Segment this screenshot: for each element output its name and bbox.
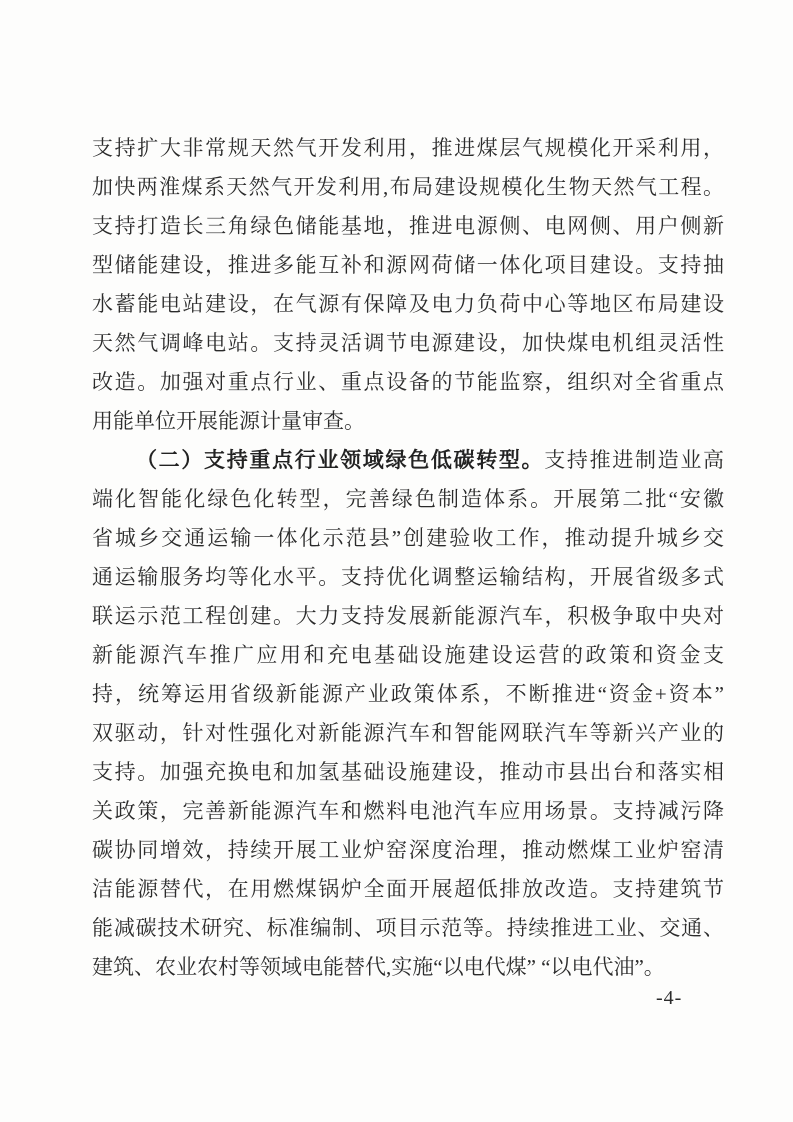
- text-line: 碳协同增效，持续开展工业炉窑深度治理，推动燃煤工业炉窑清: [92, 838, 724, 862]
- section-heading: （二）支持重点行业领域绿色低碳转型。: [136, 448, 545, 472]
- text-line: 改造。加强对重点行业、重点设备的节能监察，组织对全省重点: [92, 370, 724, 394]
- text-line: 加快两淮煤系天然气开发利用,布局建设规模化生物天然气工程。: [92, 175, 724, 199]
- text-line: 联运示范工程创建。大力支持发展新能源汽车，积极争取中央对: [92, 604, 724, 628]
- text-line: 双驱动，针对性强化对新能源汽车和智能网联汽车等新兴产业的: [92, 721, 724, 745]
- text-line: 省城乡交通运输一体化示范县”创建验收工作，推动提升城乡交: [92, 526, 724, 550]
- text-line: 天然气调峰电站。支持灵活调节电源建设，加快煤电机组灵活性: [92, 331, 724, 355]
- text-line: 持，统筹运用省级新能源产业政策体系，不断推进“资金+资本”: [92, 682, 724, 706]
- text-line: 通运输服务均等化水平。支持优化调整运输结构，开展省级多式: [92, 565, 724, 589]
- text-line: 支持。加强充换电和加氢基础设施建设，推动市县出台和落实相: [92, 760, 724, 784]
- text-line: 水蓄能电站建设，在气源有保障及电力负荷中心等地区布局建设: [92, 292, 724, 316]
- text-line: 支持扩大非常规天然气开发利用，推进煤层气规模化开采利用，: [92, 136, 724, 160]
- text-line: 能减碳技术研究、标准编制、项目示范等。持续推进工业、交通、: [92, 916, 724, 940]
- text-line: 关政策，完善新能源汽车和燃料电池汽车应用场景。支持减污降: [92, 799, 724, 823]
- text-line: 用能单位开展能源计量审查。: [92, 409, 365, 433]
- text-line: 型储能建设，推进多能互补和源网荷储一体化项目建设。支持抽: [92, 253, 724, 277]
- text-line: 端化智能化绿色化转型，完善绿色制造体系。开展第二批“安徽: [92, 487, 724, 511]
- body-text: [92, 129, 724, 987]
- text-line: 洁能源替代，在用燃煤锅炉全面开展超低排放改造。支持建筑节: [92, 877, 724, 901]
- page-number: -4-: [656, 987, 683, 1009]
- text-line: 新能源汽车推广应用和充电基础设施建设运营的政策和资金支: [92, 643, 724, 667]
- text-line: 建筑、农业农村等领域电能替代,实施“以电代煤” “以电代油”。: [92, 955, 665, 979]
- text-line: （二）支持重点行业领域绿色低碳转型。支持推进制造业高: [136, 448, 724, 472]
- text-line: 支持打造长三角绿色储能基地，推进电源侧、电网侧、用户侧新: [92, 214, 724, 238]
